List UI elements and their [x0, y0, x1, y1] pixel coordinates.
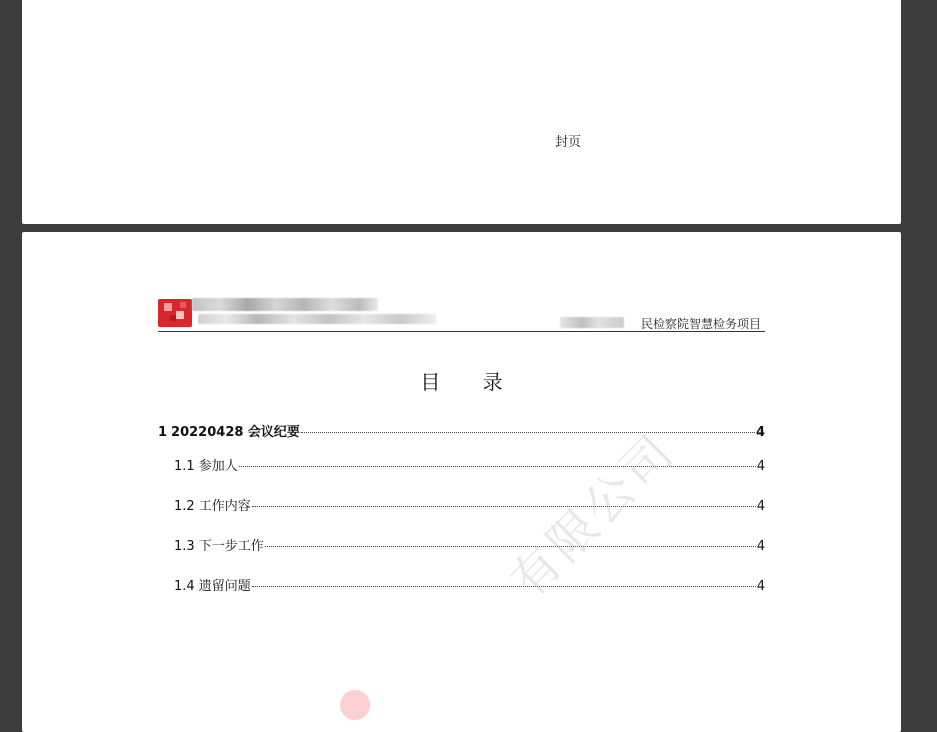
toc-leader-dots — [252, 506, 756, 507]
toc-entry-title: 工作内容 — [198, 499, 251, 514]
toc-entry-page: 4 — [755, 425, 765, 440]
toc-entry-title: 遗留问题 — [198, 579, 251, 594]
toc-entry-title: 下一步工作 — [198, 539, 264, 554]
page-header — [158, 295, 765, 333]
header-divider — [158, 331, 765, 332]
document-page-cover — [22, 0, 901, 224]
watermark-logo-icon — [340, 690, 370, 720]
header-project-name: 民检察院智慧检务项目 — [640, 317, 761, 331]
toc-entry[interactable] — [174, 575, 765, 594]
toc-entry-page: 4 — [756, 499, 765, 514]
toc-entry-number: 1.2 — [174, 499, 195, 514]
toc-entry-number: 1 — [158, 425, 168, 440]
toc-entry[interactable] — [174, 495, 765, 514]
watermark-text: 有限公司 — [499, 422, 687, 610]
toc-entry-number: 1.4 — [174, 579, 195, 594]
company-name-redacted — [192, 298, 378, 311]
cover-page-label: 封页 — [555, 135, 582, 150]
company-name-en-redacted — [198, 314, 436, 324]
toc-title: 目 录 — [420, 370, 521, 394]
toc-entry-title: 20220428 会议纪要 — [171, 425, 300, 440]
toc-leader-dots — [301, 432, 755, 433]
toc-entry-page: 4 — [756, 579, 765, 594]
toc-entry-number: 1.3 — [174, 539, 195, 554]
toc-entry-page: 4 — [756, 459, 765, 474]
toc-entry[interactable] — [158, 421, 765, 440]
toc-entry-title: 参加人 — [198, 459, 238, 474]
project-name-redacted — [560, 317, 624, 328]
document-page-toc — [22, 232, 901, 732]
company-logo-icon — [158, 299, 192, 327]
toc-entry-number: 1.1 — [174, 459, 195, 474]
toc-entry[interactable] — [174, 535, 765, 554]
toc-leader-dots — [252, 586, 756, 587]
toc-entry-page: 4 — [756, 539, 765, 554]
